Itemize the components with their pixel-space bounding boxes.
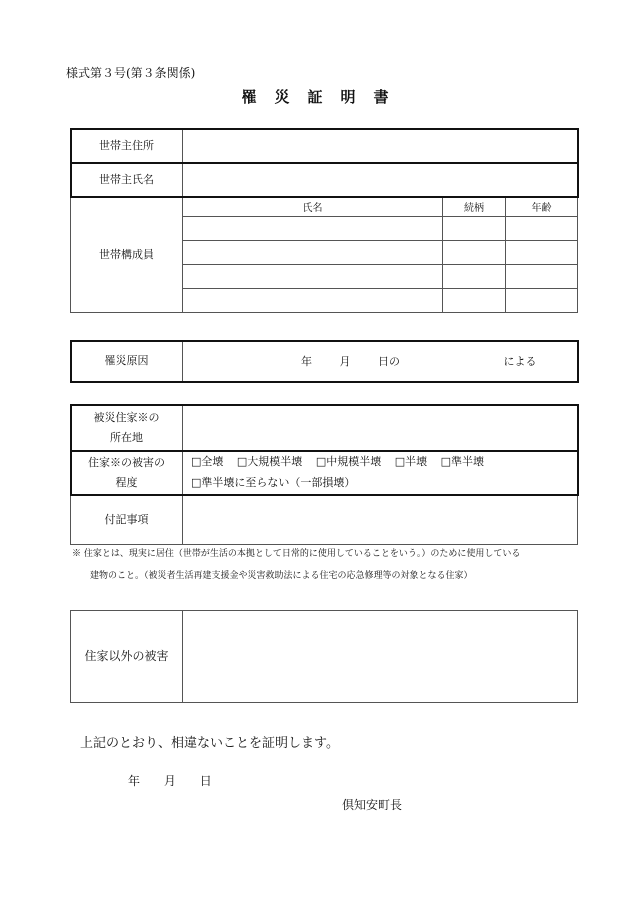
cause-label: 罹災原因 [71,341,183,382]
col-age-header: 年齢 [506,197,578,217]
checkbox-medium-half-collapse[interactable]: □中規模半壊 [315,454,382,468]
head-address-row [71,129,578,163]
location-label-line1: 被災住家※の [93,410,160,424]
non-residential-label: 住家以外の被害 [71,611,183,703]
extent-label [71,451,183,495]
extent-label-line1: 住家※の被害の [88,455,165,469]
member-relation-field[interactable] [443,241,506,265]
cause-month: 月 [339,355,351,368]
issue-date [128,772,232,789]
cause-day-of: 日の [378,355,400,368]
member-age-field[interactable] [506,265,578,289]
members-label: 世帯構成員 [71,197,183,313]
footnote-line-1: ※ 住家とは、現実に居住（世帯が生活の本拠として日常的に使用していることをいう。）のために使用している [72,549,521,559]
location-label-line2: 所在地 [110,430,143,444]
checkbox-total-collapse[interactable]: □全壊 [191,454,224,468]
checkbox-half-collapse[interactable]: □半壊 [394,454,428,468]
head-address-label: 世帯主住所 [71,129,183,163]
issuer-name: 倶知安町長 [342,798,403,812]
member-relation-field[interactable] [443,265,506,289]
col-name-header: 氏名 [183,197,443,217]
cause-field[interactable] [183,341,578,382]
checkbox-quasi-half-collapse[interactable]: □準半壊 [440,454,485,468]
head-name-field[interactable] [183,163,578,197]
notes-row [71,495,578,545]
checkbox-partial-damage[interactable]: □準半壊に至らない（一部損壊） [191,475,356,489]
form-number-label: 様式第３号(第３条関係) [66,66,196,80]
member-name-field[interactable] [183,241,443,265]
cause-row [71,341,578,382]
head-name-label: 世帯主氏名 [71,163,183,197]
notes-field[interactable] [183,495,578,545]
non-residential-table [70,610,578,703]
cause-year: 年 [301,355,312,368]
certification-statement: 上記のとおり、相違ないことを証明します。 [80,736,339,751]
checkbox-large-half-collapse[interactable]: □大規模半壊 [236,454,303,468]
date-month: 月 [163,774,176,788]
head-name-row [71,163,578,197]
extent-label-line2: 程度 [115,475,138,489]
document-title: 罹災証明書 [241,88,407,106]
non-residential-row [71,611,578,703]
extent-row [71,451,578,495]
member-name-field[interactable] [183,289,443,313]
date-year: 年 [128,774,141,788]
cause-due-to: による [503,355,537,368]
member-age-field[interactable] [506,241,578,265]
damage-table [70,404,578,545]
member-age-field[interactable] [506,217,578,241]
date-day: 日 [199,774,212,788]
household-table [70,128,578,313]
member-age-field[interactable] [506,289,578,313]
member-name-field[interactable] [183,217,443,241]
head-address-field[interactable] [183,129,578,163]
cause-table [70,340,578,382]
member-name-field[interactable] [183,265,443,289]
non-residential-field[interactable] [183,611,578,703]
location-row [71,405,578,451]
notes-label: 付記事項 [71,495,183,545]
extent-options [183,451,578,495]
col-relation-header: 続柄 [443,197,506,217]
location-field[interactable] [183,405,578,451]
location-label [71,405,183,451]
member-relation-field[interactable] [443,289,506,313]
member-relation-field[interactable] [443,217,506,241]
footnote-line-2: 建物のこと。（被災者生活再建支援金や災害救助法による住宅の応急修理等の対象となる住家） [90,571,473,581]
